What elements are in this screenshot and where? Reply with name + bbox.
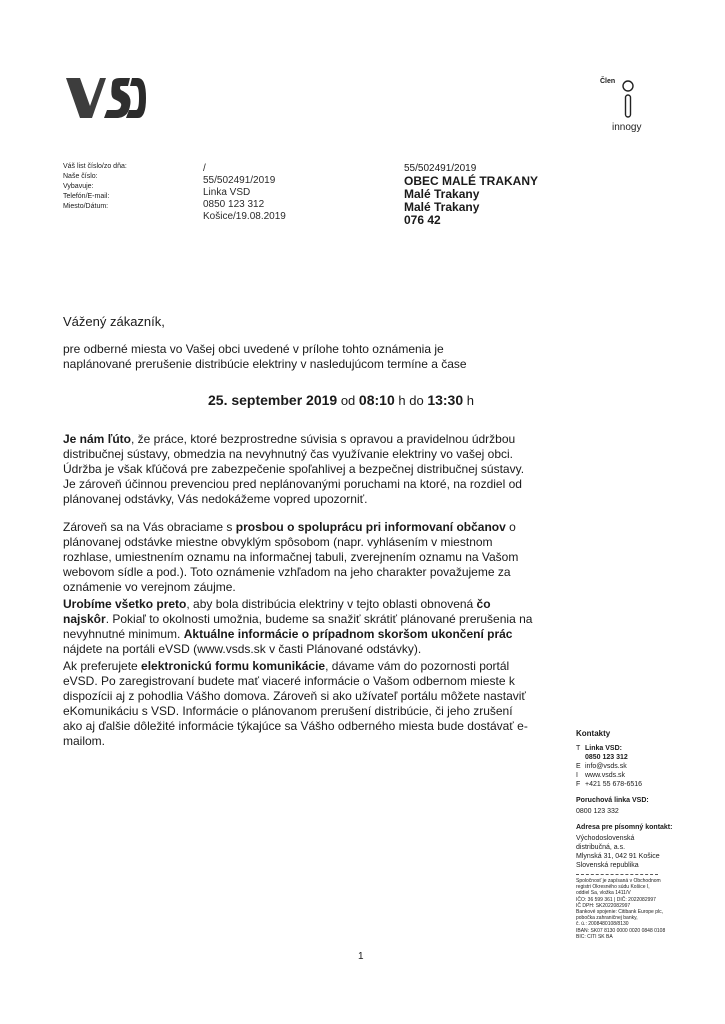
innogy-icon bbox=[620, 80, 636, 120]
outage-dateline bbox=[208, 392, 474, 408]
address-line: distribučná, a.s. bbox=[576, 844, 626, 851]
paragraph-apology bbox=[63, 432, 533, 507]
legal-info: Spoločnosť je zapísaná v Obchodnom registri Okresného súdu Košice I, oddiel Sa, vložka 1411/V IČO: 36 599 361 | DIČ: 2022082997 IČ DPH: SK2022082997 Bankové spojenie: Citibank Europe plc, pobočka zahraničnej banky, č. ú.: 2008480108/8130 IBAN: SK07 8130 0000 0020 0848 0108 BIC: CITI SK BA bbox=[576, 878, 666, 940]
address-line: Východoslovenská bbox=[576, 835, 635, 842]
from-label: od bbox=[340, 393, 356, 408]
hour-label: h bbox=[466, 393, 474, 408]
meta-value: 55/502491/2019 bbox=[203, 175, 276, 186]
recipient-line1: Malé Trakany bbox=[404, 187, 480, 201]
address-title: Adresa pre písomný kontakt: bbox=[576, 824, 673, 831]
salutation: Vážený zákazník, bbox=[63, 314, 165, 329]
intro-line: pre odberné miesta vo Vašej obci uvedené v prílohe tohto oznámenia je bbox=[63, 342, 444, 356]
contacts-title: Kontakty bbox=[576, 729, 611, 738]
address-line: Slovenská republika bbox=[576, 862, 639, 869]
web-link[interactable]: www.vsds.sk bbox=[585, 772, 626, 779]
meta-value: / bbox=[203, 163, 206, 174]
contacts-sidebar: Kontakty T Linka VSD: 0850 123 312 E info@vsds.sk I www.vsds.sk F +421 55 678-6516 Poruchová linka VSD: 0800 123 332 Adresa pre písomný kontakt: Východoslovenská distribučná, a.s. Mlynská 31, 042 91 Košice Slovenská republika Spoločnosť je zapísaná v Obchodnom registri Okresného súdu Košice I, oddiel Sa, vložka 1411/V IČO: 36 599 361 | DIČ: 2022082997 IČ DPH: SK2022082997 Bankové spojenie: Citibank Europe plc, pobočka zahraničnej banky, č. ú.: 2008480108/8130 IBAN: SK07 8130 0000 0020 0848 0108 BIC: CITI SK BA bbox=[576, 729, 673, 940]
meta-values bbox=[203, 163, 286, 223]
paragraph-ecommunication: Ak preferujete elektronickú formu komunikácie, dávame vám do pozornosti portál eVSD. Po zaregistrovaní budete mať viaceré informácie o Vašom odbernom mieste k dispozícii aj z pohodlia Vášho domova. Zároveň si ako užívateľ portálu môžete nastaviť eKomunikáciu s VSD. Informácie o plánovanom prerušení distribúcie, či jeho zrušení ako aj ďalšie dôležité informácie týkajúce sa Vášho odberného miesta bude dostávať e-mailom. bbox=[63, 659, 528, 748]
meta-label: Vybavuje: bbox=[63, 183, 94, 190]
to-time: 13:30 bbox=[427, 392, 464, 408]
fault-line-label: Poruchová linka VSD: bbox=[576, 797, 649, 804]
recipient-ref: 55/502491/2019 bbox=[404, 163, 477, 174]
innogy-brand: innogy bbox=[612, 122, 642, 133]
member-label: Člen bbox=[600, 78, 616, 85]
meta-label: Telefón/E-mail: bbox=[63, 193, 110, 200]
to-label: do bbox=[409, 393, 424, 408]
recipient-zip: 076 42 bbox=[404, 213, 441, 227]
apology-text: , že práce, ktoré bezprostredne súvisia s opravou a pravidelnou údržbou distribučnej sústavy, obmedzia na nevyhnutný čas využívanie elektriny vo vašej obci. Údržba je však kľúčová pre zabezpečenie spoľahlivej a bezpečnej distribučnej sústavy. Je zároveň účinnou prevenciou pred neplánovanými poruchami na ktoré, na rozdiel od plánovanej odstávky, Vás nedokážeme vopred upozorniť. bbox=[63, 432, 525, 506]
intro-line: naplánované prerušenie distribúcie elektriny v nasledujúcom termíne a čase bbox=[63, 357, 467, 371]
meta-labels bbox=[63, 162, 127, 212]
meta-label: Miesto/Dátum: bbox=[63, 203, 109, 210]
meta-value: 0850 123 312 bbox=[203, 199, 265, 210]
fax-number: +421 55 678-6516 bbox=[585, 781, 643, 788]
meta-value: Linka VSD bbox=[203, 187, 251, 198]
email-link[interactable]: info@vsds.sk bbox=[585, 763, 627, 770]
hour-label: h bbox=[398, 393, 406, 408]
divider bbox=[576, 874, 658, 875]
apology-bold: Je nám ľúto bbox=[63, 432, 131, 446]
vsd-logo bbox=[66, 76, 146, 120]
intro-paragraph bbox=[63, 342, 533, 372]
page-number: 1 bbox=[358, 951, 364, 962]
recipient-name: OBEC MALÉ TRAKANY bbox=[404, 174, 538, 188]
meta-label: Váš list číslo/zo dňa: bbox=[63, 163, 127, 170]
address-line: Mlynská 31, 042 91 Košice bbox=[576, 853, 660, 860]
meta-label: Naše číslo: bbox=[63, 173, 98, 180]
ecommunication-bold: elektronickú formu komunikácie bbox=[141, 659, 326, 673]
recipient-line2: Malé Trakany bbox=[404, 200, 480, 214]
paragraph-cooperation: Zároveň sa na Vás obraciame s prosbou o spoluprácu pri informovaní občanov o plánovanej odstávke miestne obvyklým spôsobom (napr. vyhlásením v miestnom rozhlase, umiestnením oznamu na informačnej tabuli, zverejnením oznamu na Vašom webovom sídle a pod.). Toto oznámenie vzhľadom na jeho charakter považujeme za oznámenie vo verejnom záujme. bbox=[63, 520, 519, 594]
recipient-block bbox=[404, 163, 538, 227]
cooperation-bold: prosbou o spoluprácu pri informovaní občanov bbox=[235, 520, 506, 534]
paragraph-restore: Urobíme všetko preto, aby bola distribúcia elektriny v tejto oblasti obnovená čo najskôr. Pokiaľ to okolnosti umožnia, budeme sa snažiť skrátiť plánované prerušenia na nevyhnutné minimum. Aktuálne informácie o prípadnom skoršom ukončení prác nájdete na portáli eVSD (www.vsds.sk v časti Plánované odstávky). bbox=[63, 597, 533, 656]
meta-value: Košice/19.08.2019 bbox=[203, 211, 286, 222]
hotline-number: 0850 123 312 bbox=[585, 754, 628, 761]
hotline-label: Linka VSD: bbox=[585, 745, 622, 752]
fault-line-number: 0800 123 332 bbox=[576, 808, 619, 815]
from-time: 08:10 bbox=[358, 392, 395, 408]
outage-date: 25. september 2019 bbox=[208, 392, 338, 408]
